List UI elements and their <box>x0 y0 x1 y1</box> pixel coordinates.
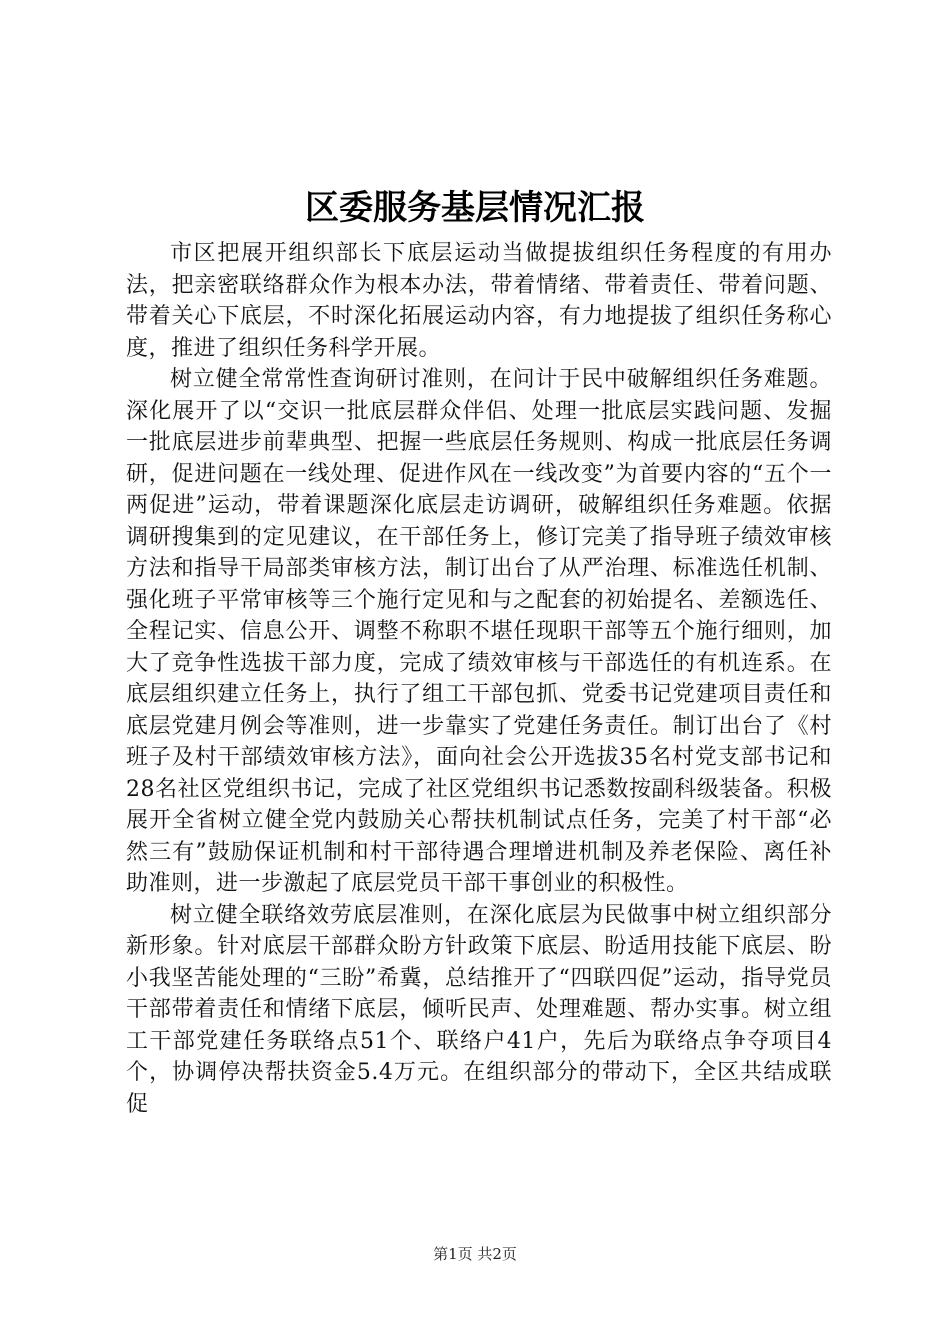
paragraph: 市区把展开组织部长下底层运动当做提拔组织任务程度的有用办法，把亲密联络群众作为根本办法，带着情绪、带着责任、带着问题、带着关心下底层，不时深化拓展运动内容，有力地提拔了组织任务称心度，推进了组织任务科学开展。 <box>126 241 832 361</box>
paragraph: 树立健全联络效劳底层准则，在深化底层为民做事中树立组织部分新形象。针对底层干部群众盼方针政策下底层、盼适用技能下底层、盼小我坚苦能处理的“三盼”希冀，总结推开了“四联四促”运动，指导党员干部带着责任和情绪下底层，倾听民声、处理难题、帮办实事。树立组工干部党建任务联络点51个、联络户41户，先后为联络点争夺项目4个，协调停决帮扶资金5.4万元。在组织部分的带动下，全区共结成联促 <box>126 902 832 1117</box>
page-title: 区委服务基层情况汇报 <box>305 188 645 228</box>
paragraph: 树立健全常常性查询研讨准则，在问计于民中破解组织任务难题。深化展开了以“交识一批底层群众伴侣、处理一批底层实践问题、发掘一批底层进步前辈典型、把握一些底层任务规则、构成一批底层任务调研，促进问题在一线处理、促进作风在一线改变”为首要内容的“五个一两促进”运动，带着课题深化底层走访调研，破解组织任务难题。依据调研搜集到的定见建议，在干部任务上，修订完美了指导班子绩效审核方法和指导干局部类审核方法，制订出台了从严治理、标准选任机制、强化班子平常审核等三个施行定见和与之配套的初始提名、差额选任、全程记实、信息公开、调整不称职不堪任现职干部等五个施行细则，加大了竞争性选拔干部力度，完成了绩效审核与干部选任的有机连系。在底层组织建立任务上，执行了组工干部包抓、党委书记党建项目责任和底层党建月例会等准则，进一步靠实了党建任务责任。制订出台了《村班子及村干部绩效审核方法》，面向社会公开选拔35名村党支部书记和28名社区党组织书记，完成了社区党组织书记悉数按副科级装备。积极展开全省树立健全党内鼓励关心帮扶机制试点任务，完美了村干部“必然三有”鼓励保证机制和村干部待遇合理增进机制及养老保险、离任补助准则，进一步激起了底层党员干部干事创业的积极性。 <box>126 367 832 896</box>
page-number-footer: 第1页 共2页 <box>433 1245 517 1263</box>
document-body <box>126 238 832 1120</box>
